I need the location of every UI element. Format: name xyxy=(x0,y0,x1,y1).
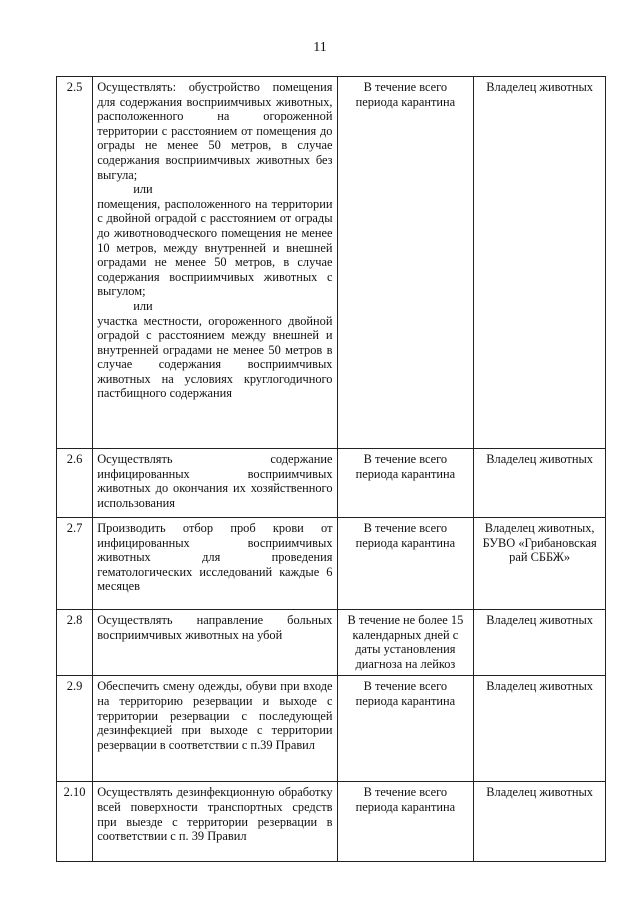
responsible-cell: Владелец животных xyxy=(474,77,606,449)
period-cell: В течение всего периода карантина xyxy=(337,782,474,862)
period-cell: В течение всего периода карантина xyxy=(337,449,474,518)
measure-text: Осуществлять дезинфекционную обработку всей поверхности транспортных средств при выезде с территории резервации в соответствии с п. 39 Правил xyxy=(97,785,333,844)
page-number: 11 xyxy=(313,40,327,55)
measure-text: участка местности, огороженного двойной оградой с расстоянием между внешней и внутренней оградами не менее 50 метров в случае содержания восприимчивых животных на условиях круглогодичного пастбищного содержания xyxy=(97,313,333,401)
row-number: 2.6 xyxy=(57,449,93,518)
measure-text: Обеспечить смену одежды, обуви при входе на территорию резервации и выходе с территории резервации с последующей дезинфекцией при выходе с территории резервации в соответствии с п.39 Правил xyxy=(97,679,333,752)
row-number: 2.10 xyxy=(57,782,93,862)
measure-or: или xyxy=(133,298,153,313)
responsible-cell: Владелец животных xyxy=(474,449,606,518)
measure-or: или xyxy=(133,182,153,197)
measures-table xyxy=(56,76,606,862)
measure-cell xyxy=(93,782,337,862)
measure-cell xyxy=(93,676,337,782)
period-cell: В течение всего периода карантина xyxy=(337,77,474,449)
measure-text: помещения, расположенного на территории с двойной оградой с расстоянием от ограды до животноводческого помещения не менее 10 метров, между внутренней и внешней оградами не менее 50 метров, в случае содержания восприимчивых животных с выгулом; xyxy=(97,196,333,299)
responsible-cell: Владелец животных, БУВО «Грибановская рай СББЖ» xyxy=(474,518,606,610)
row-number: 2.5 xyxy=(57,77,93,449)
measure-text: Осуществлять содержание инфицированных восприимчивых животных до окончания их хозяйственного использования xyxy=(97,452,333,510)
responsible-cell: Владелец животных xyxy=(474,676,606,782)
period-cell: В течение не более 15 календарных дней с даты установления диагноза на лейкоз xyxy=(337,610,474,676)
table-row xyxy=(57,518,606,610)
table-row xyxy=(57,676,606,782)
measure-cell xyxy=(93,77,337,449)
table-row xyxy=(57,449,606,518)
responsible-cell: Владелец животных xyxy=(474,782,606,862)
measure-cell xyxy=(93,449,337,518)
table-row xyxy=(57,782,606,862)
measure-text: Осуществлять: обустройство помещения для содержания восприимчивых животных, расположенного на огороженной территории с расстоянием от помещения до ограды не менее 50 метров, в случае содержания восприимчивых животных без выгула; xyxy=(97,80,333,182)
row-number: 2.7 xyxy=(57,518,93,610)
measure-text: Осуществлять направление больных восприимчивых животных на убой xyxy=(97,613,333,642)
measure-cell xyxy=(93,610,337,676)
table-row xyxy=(57,610,606,676)
measure-text: Производить отбор проб крови от инфицированных восприимчивых животных для проведения гематологических исследований каждые 6 месяцев xyxy=(97,521,333,594)
responsible-cell: Владелец животных xyxy=(474,610,606,676)
table-row xyxy=(57,77,606,449)
row-number: 2.9 xyxy=(57,676,93,782)
row-number: 2.8 xyxy=(57,610,93,676)
measure-cell xyxy=(93,518,337,610)
period-cell: В течение всего периода карантина xyxy=(337,676,474,782)
period-cell: В течение всего периода карантина xyxy=(337,518,474,610)
